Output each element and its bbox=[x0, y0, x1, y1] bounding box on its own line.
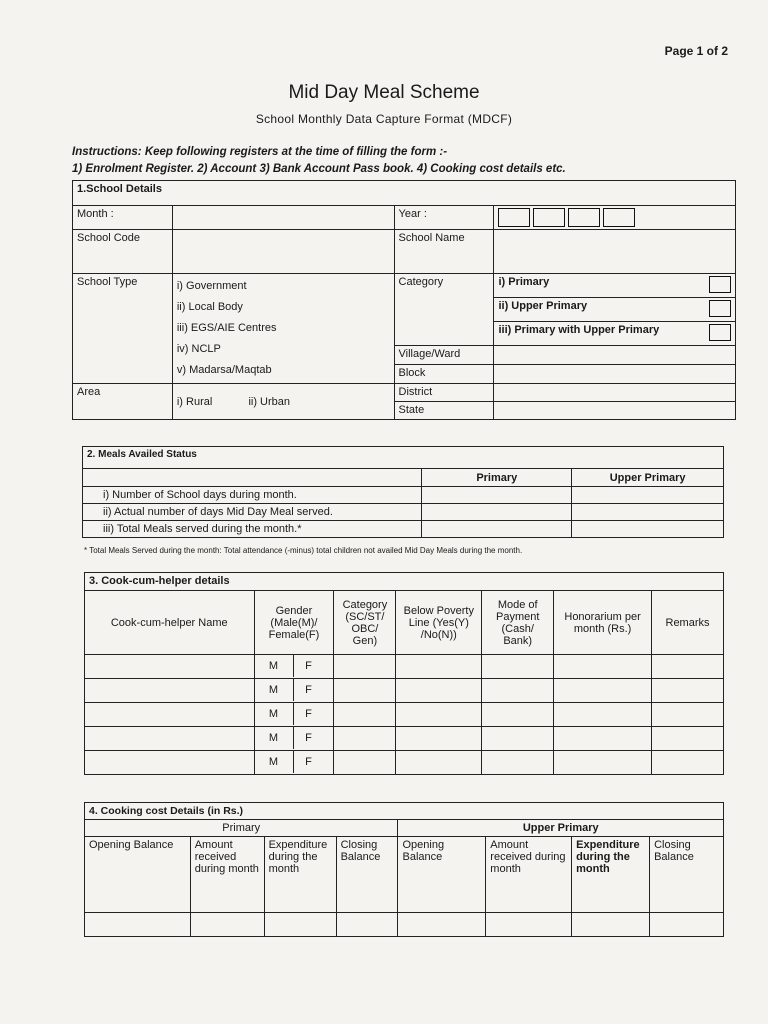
area-rural-option[interactable]: i) Rural bbox=[176, 395, 213, 408]
honorarium-input[interactable] bbox=[554, 679, 652, 703]
cook-name-input[interactable] bbox=[85, 679, 255, 703]
gender-cell[interactable]: M F bbox=[254, 655, 334, 679]
cook-name-input[interactable] bbox=[85, 703, 255, 727]
school-name-field[interactable] bbox=[494, 230, 736, 274]
col-bpl: Below Poverty Line (Yes(Y) /No(N)) bbox=[396, 591, 482, 655]
col-amount-received: Amount received during month bbox=[486, 837, 572, 913]
bpl-input[interactable] bbox=[396, 655, 482, 679]
year-digit-box[interactable] bbox=[568, 208, 600, 227]
honorarium-input[interactable] bbox=[554, 727, 652, 751]
village-label: Village/Ward bbox=[394, 346, 494, 365]
payment-input[interactable] bbox=[482, 727, 554, 751]
table-row bbox=[85, 679, 724, 703]
area-options[interactable] bbox=[172, 384, 394, 420]
category-input[interactable] bbox=[334, 655, 396, 679]
cook-name-input[interactable] bbox=[85, 727, 255, 751]
bpl-input[interactable] bbox=[396, 727, 482, 751]
remarks-input[interactable] bbox=[652, 703, 724, 727]
payment-input[interactable] bbox=[482, 679, 554, 703]
col-closing-balance: Closing Balance bbox=[650, 837, 724, 913]
remarks-input[interactable] bbox=[652, 655, 724, 679]
village-field[interactable] bbox=[494, 346, 736, 365]
cost-input[interactable] bbox=[336, 913, 398, 937]
bpl-input[interactable] bbox=[396, 751, 482, 775]
bpl-input[interactable] bbox=[396, 703, 482, 727]
primary-group-label: Primary bbox=[85, 820, 398, 837]
table-row bbox=[85, 913, 724, 937]
col-remarks: Remarks bbox=[652, 591, 724, 655]
category-checkbox[interactable] bbox=[709, 276, 731, 293]
year-field[interactable] bbox=[494, 206, 736, 230]
school-type-option[interactable]: iv) NCLP bbox=[176, 343, 221, 355]
category-input[interactable] bbox=[334, 679, 396, 703]
col-opening-balance: Opening Balance bbox=[85, 837, 191, 913]
col-payment-mode: Mode of Payment (Cash/ Bank) bbox=[482, 591, 554, 655]
category-option[interactable]: ii) Upper Primary bbox=[494, 298, 736, 322]
section2-heading: 2. Meals Availed Status bbox=[83, 447, 724, 469]
cook-name-input[interactable] bbox=[85, 655, 255, 679]
gender-cell[interactable]: M F bbox=[254, 679, 334, 703]
instructions-line-2: 1) Enrolment Register. 2) Account 3) Bank Account Pass book. 4) Cooking cost details etc. bbox=[72, 163, 566, 175]
honorarium-input[interactable] bbox=[554, 703, 652, 727]
cost-input[interactable] bbox=[190, 913, 264, 937]
meals-input[interactable] bbox=[572, 521, 724, 538]
meals-row-label: iii) Total Meals served during the month.* bbox=[83, 521, 422, 538]
meals-status-table bbox=[82, 446, 724, 538]
table-row bbox=[85, 703, 724, 727]
meals-input[interactable] bbox=[422, 521, 572, 538]
col-gender: Gender (Male(M)/ Female(F) bbox=[254, 591, 334, 655]
school-code-label: School Code bbox=[73, 230, 173, 274]
cooking-cost-table bbox=[84, 802, 724, 937]
school-name-label: School Name bbox=[394, 230, 494, 274]
cook-helper-table bbox=[84, 572, 724, 775]
table-row bbox=[85, 655, 724, 679]
category-option[interactable]: iii) Primary with Upper Primary bbox=[494, 322, 736, 346]
col-amount-received: Amount received during month bbox=[190, 837, 264, 913]
month-label: Month : bbox=[73, 206, 173, 230]
honorarium-input[interactable] bbox=[554, 655, 652, 679]
gender-cell[interactable]: M F bbox=[254, 727, 334, 751]
section4-heading: 4. Cooking cost Details (in Rs.) bbox=[85, 803, 724, 820]
remarks-input[interactable] bbox=[652, 679, 724, 703]
month-field[interactable] bbox=[172, 206, 394, 230]
payment-input[interactable] bbox=[482, 751, 554, 775]
category-input[interactable] bbox=[334, 703, 396, 727]
meals-input[interactable] bbox=[572, 504, 724, 521]
meals-row-label: i) Number of School days during month. bbox=[83, 487, 422, 504]
remarks-input[interactable] bbox=[652, 751, 724, 775]
cost-input[interactable] bbox=[486, 913, 572, 937]
state-field[interactable] bbox=[494, 402, 736, 420]
cost-input[interactable] bbox=[398, 913, 486, 937]
col-category: Category (SC/ST/ OBC/ Gen) bbox=[334, 591, 396, 655]
table-row bbox=[85, 727, 724, 751]
category-input[interactable] bbox=[334, 751, 396, 775]
meals-row-label: ii) Actual number of days Mid Day Meal served. bbox=[83, 504, 422, 521]
remarks-input[interactable] bbox=[652, 727, 724, 751]
gender-cell[interactable]: M F bbox=[254, 703, 334, 727]
meals-input[interactable] bbox=[422, 487, 572, 504]
col-opening-balance: Opening Balance bbox=[398, 837, 486, 913]
section1-heading: 1.School Details bbox=[73, 181, 736, 206]
category-checkbox[interactable] bbox=[709, 324, 731, 341]
area-urban-option[interactable]: ii) Urban bbox=[248, 395, 291, 408]
cook-name-input[interactable] bbox=[85, 751, 255, 775]
district-field[interactable] bbox=[494, 384, 736, 402]
col-primary: Primary bbox=[422, 469, 572, 487]
instructions-line-1: Instructions: Keep following registers at the time of filling the form :- bbox=[72, 146, 448, 158]
col-cook-name: Cook-cum-helper Name bbox=[85, 591, 255, 655]
school-type-options[interactable] bbox=[172, 274, 394, 384]
cost-input[interactable] bbox=[85, 913, 191, 937]
category-label: Category bbox=[394, 274, 494, 346]
district-label: District bbox=[394, 384, 494, 402]
cost-input[interactable] bbox=[650, 913, 724, 937]
gender-cell[interactable]: M F bbox=[254, 751, 334, 775]
form-subtitle: School Monthly Data Capture Format (MDCF) bbox=[255, 112, 513, 126]
category-option[interactable]: i) Primary bbox=[494, 274, 736, 298]
blank-header-cell bbox=[83, 469, 422, 487]
state-label: State bbox=[394, 402, 494, 420]
school-type-option[interactable]: iii) EGS/AIE Centres bbox=[176, 322, 277, 334]
meals-input[interactable] bbox=[572, 487, 724, 504]
page-number: Page 1 of 2 bbox=[664, 44, 728, 58]
school-code-field[interactable] bbox=[172, 230, 394, 274]
year-label: Year : bbox=[394, 206, 494, 230]
col-honorarium: Honorarium per month (Rs.) bbox=[554, 591, 652, 655]
school-type-option[interactable]: v) Madarsa/Maqtab bbox=[176, 364, 272, 376]
meals-footnote: * Total Meals Served during the month: Total attendance (-minus) total children not availed Mid Day Meals during the month. bbox=[84, 546, 523, 555]
area-label: Area bbox=[73, 384, 173, 420]
year-digit-box[interactable] bbox=[603, 208, 635, 227]
block-label: Block bbox=[394, 365, 494, 384]
payment-input[interactable] bbox=[482, 703, 554, 727]
cost-input[interactable] bbox=[264, 913, 336, 937]
category-checkbox[interactable] bbox=[709, 300, 731, 317]
col-expenditure: Expenditure during the month bbox=[572, 837, 650, 913]
form-title: Mid Day Meal Scheme bbox=[288, 82, 480, 103]
school-type-label: School Type bbox=[73, 274, 173, 384]
block-field[interactable] bbox=[494, 365, 736, 384]
year-digit-box[interactable] bbox=[498, 208, 530, 227]
payment-input[interactable] bbox=[482, 655, 554, 679]
col-upper-primary: Upper Primary bbox=[572, 469, 724, 487]
honorarium-input[interactable] bbox=[554, 751, 652, 775]
col-closing-balance: Closing Balance bbox=[336, 837, 398, 913]
category-input[interactable] bbox=[334, 727, 396, 751]
school-details-table bbox=[72, 180, 736, 420]
section3-heading: 3. Cook-cum-helper details bbox=[85, 573, 724, 591]
cost-input[interactable] bbox=[572, 913, 650, 937]
meals-input[interactable] bbox=[422, 504, 572, 521]
school-type-option[interactable]: ii) Local Body bbox=[176, 301, 243, 313]
year-digit-box[interactable] bbox=[533, 208, 565, 227]
col-expenditure: Expenditure during the month bbox=[264, 837, 336, 913]
table-row bbox=[85, 751, 724, 775]
bpl-input[interactable] bbox=[396, 679, 482, 703]
upper-primary-group-label: Upper Primary bbox=[398, 820, 724, 837]
school-type-option[interactable]: i) Government bbox=[176, 280, 247, 292]
